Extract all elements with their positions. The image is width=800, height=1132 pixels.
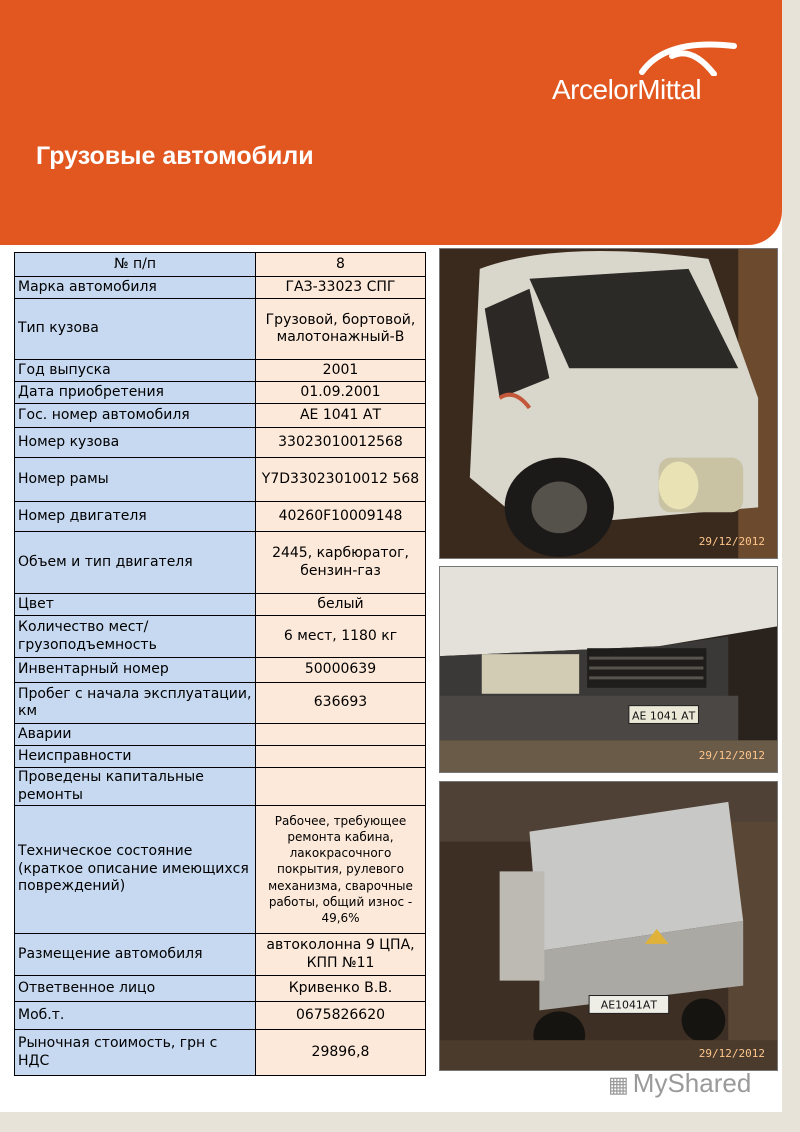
- table-row: [15, 502, 426, 532]
- row-label: Номер двигателя: [15, 502, 256, 532]
- row-label: Аварии: [15, 724, 256, 746]
- photo-date-stamp: 29/12/2012: [698, 535, 765, 548]
- page-right-margin: [782, 0, 800, 1132]
- truck-cab-illustration: [440, 249, 777, 558]
- table-row: [15, 934, 426, 976]
- row-value: [256, 768, 426, 806]
- row-label: Количество мест/ грузоподъемность: [15, 616, 256, 658]
- header-banner: [0, 0, 782, 245]
- row-label: Тип кузова: [15, 299, 256, 360]
- row-value: ГАЗ-33023 СПГ: [256, 277, 426, 299]
- row-value: белый: [256, 594, 426, 616]
- table-row: [15, 299, 426, 360]
- row-value: 2001: [256, 360, 426, 382]
- row-label: Пробег с начала эксплуатации, км: [15, 683, 256, 724]
- row-label: Цвет: [15, 594, 256, 616]
- table-row: [15, 382, 426, 404]
- photo-date-stamp: 29/12/2012: [698, 749, 765, 762]
- row-label: Номер кузова: [15, 428, 256, 458]
- row-value: 636693: [256, 683, 426, 724]
- page-title: Грузовые автомобили: [36, 142, 314, 170]
- table-row: [15, 458, 426, 502]
- row-label: Техническое состояние (краткое описание имеющихся повреждений): [15, 806, 256, 934]
- table-row: [15, 1002, 426, 1030]
- row-value: автоколонна 9 ЦПА, КПП №11: [256, 934, 426, 976]
- row-value: Рабочее, требующее ремонта кабина, лакокрасочного покрытия, рулевого механизма, сварочные работы, общий износ - 49,6%: [256, 806, 426, 934]
- table-row: [15, 683, 426, 724]
- page-bottom-margin: [0, 1112, 800, 1132]
- table-row: [15, 277, 426, 299]
- row-label: Моб.т.: [15, 1002, 256, 1030]
- row-label: Размещение автомобиля: [15, 934, 256, 976]
- table-row: [15, 806, 426, 934]
- row-value: 01.09.2001: [256, 382, 426, 404]
- plate-text: АЕ1041АТ: [600, 998, 658, 1012]
- logo-arc-icon: [636, 32, 742, 76]
- row-value: 6 мест, 1180 кг: [256, 616, 426, 658]
- row-label: Год выпуска: [15, 360, 256, 382]
- table-row: [15, 746, 426, 768]
- table-row: [15, 724, 426, 746]
- row-label: Объем и тип двигателя: [15, 532, 256, 594]
- row-value: 29896,8: [256, 1030, 426, 1076]
- row-value: 40260F10009148: [256, 502, 426, 532]
- truck-grille-illustration: [440, 567, 777, 772]
- truck-photo-rear: [439, 781, 778, 1071]
- row-value: АЕ 1041 АТ: [256, 404, 426, 428]
- row-label: Дата приобретения: [15, 382, 256, 404]
- photo-date-stamp: 29/12/2012: [698, 1047, 765, 1060]
- row-label: № п/п: [15, 253, 256, 277]
- logo-text: ArcelorMittal: [552, 74, 702, 105]
- row-value: [256, 724, 426, 746]
- row-label: Инвентарный номер: [15, 658, 256, 683]
- row-value: 50000639: [256, 658, 426, 683]
- vehicle-spec-table: [14, 252, 426, 1076]
- table-row: [15, 360, 426, 382]
- table-row: [15, 768, 426, 806]
- row-label: Марка автомобиля: [15, 277, 256, 299]
- table-row: [15, 976, 426, 1002]
- myshared-watermark: [608, 1068, 751, 1099]
- table-row: [15, 1030, 426, 1076]
- row-value: Кривенко В.В.: [256, 976, 426, 1002]
- row-value: Грузовой, бортовой, малотонажный-В: [256, 299, 426, 360]
- row-label: Рыночная стоимость, грн с НДС: [15, 1030, 256, 1076]
- watermark-text: MyShared: [632, 1068, 752, 1098]
- table-row: [15, 658, 426, 683]
- row-value: Y7D33023010012 568: [256, 458, 426, 502]
- truck-rear-illustration: [440, 782, 777, 1070]
- row-label: Гос. номер автомобиля: [15, 404, 256, 428]
- row-label: Неисправности: [15, 746, 256, 768]
- presentation-board-icon: ▦: [608, 1072, 629, 1097]
- row-value: 8: [256, 253, 426, 277]
- plate-text: АЕ 1041 АТ: [632, 709, 696, 723]
- row-label: Номер рамы: [15, 458, 256, 502]
- row-label: Ответвенное лицо: [15, 976, 256, 1002]
- table-row: [15, 532, 426, 594]
- table-row: [15, 594, 426, 616]
- table-row: [15, 253, 426, 277]
- table-row: [15, 404, 426, 428]
- table-row: [15, 428, 426, 458]
- row-value: 0675826620: [256, 1002, 426, 1030]
- truck-photo-grille: [439, 566, 778, 773]
- row-value: 2445, карбюратог, бензин-газ: [256, 532, 426, 594]
- truck-photo-front: [439, 248, 778, 559]
- arcelormittal-logo: [548, 32, 728, 112]
- row-value: [256, 746, 426, 768]
- row-value: 33023010012568: [256, 428, 426, 458]
- row-label: Проведены капитальные ремонты: [15, 768, 256, 806]
- table-row: [15, 616, 426, 658]
